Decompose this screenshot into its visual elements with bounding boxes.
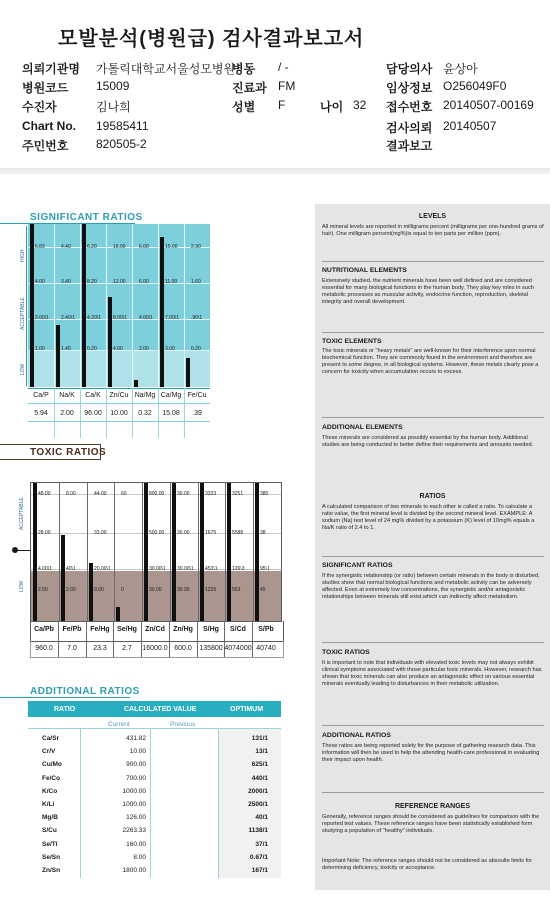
ratio-value: 23.3: [93, 645, 107, 652]
tick-label: 2.30: [191, 244, 201, 250]
ratio-label: Zn/Cu: [109, 392, 129, 399]
header-label: 의뢰기관명: [22, 62, 80, 76]
nutritional-text: Extensively studied, the nutrient minerals have been well defined and are considered essential for many biological functions in the human body. They play key roles in such metabolic processes as muscular activity, endocrine function, reproduction, skeletal integrity and overall development.: [322, 278, 534, 305]
tick-label: 28.00: [38, 530, 51, 536]
additional-ratios-text: These ratios are being reported solely for the purpose of gathering research data. This information will then be used to help the attending health-care professional in evaluating their impact upon health.: [322, 743, 540, 763]
ratio-value: 135800: [199, 645, 223, 652]
ratio-name: Fe/Co: [42, 774, 61, 782]
ratio-bar: [200, 483, 204, 621]
toxic-ratios-text: It is important to note that individuals with elevated toxic levels may not always exhibit clinical symptoms associated with those particular toxic minerals. However, research has shown that toxic minerals can also produce an antagonistic effect on various essential minerals eventually leading to disturbances in their metabolic utilization.: [322, 660, 542, 687]
table-rule: [28, 388, 210, 389]
header-value: 20140507-00169: [443, 98, 534, 112]
significant-ratios-text: If the synergistic relationship (or ratio) between certain minerals in the body is disturbed, studies show that normal biological functions and metabolic activity can be adversely affected. Even at extremely low concentrations, the synergistic and/or antagonistic relationships between minerals still exist,which can indirectly affect metabolism.: [322, 573, 540, 600]
current-value: 700.00: [126, 774, 146, 782]
info-divider: [322, 725, 544, 726]
ratio-col-header: RATIO: [54, 706, 76, 713]
column-divider: [158, 224, 159, 387]
significant-ratios-title: SIGNIFICANT RATIOS: [30, 212, 143, 223]
column-divider: [253, 483, 254, 621]
tick-label: 2.00: [38, 587, 48, 593]
ratio-value: 10.00: [110, 410, 128, 417]
tick-label: 8.00\1: [113, 315, 127, 321]
table-rule: [28, 421, 210, 422]
ratio-bar: [56, 325, 60, 387]
header-value: 15009: [96, 79, 130, 93]
table-rule: [28, 403, 210, 404]
ratio-label: Zn/Hg: [173, 626, 193, 633]
table-rule: [28, 728, 281, 729]
marker-line: [16, 550, 30, 551]
ratio-name: K/Li: [42, 801, 55, 808]
header-label: 임상정보: [386, 81, 433, 95]
tick-label: 2.00\1: [35, 315, 49, 321]
ratio-label: Na/Mg: [134, 392, 156, 399]
tick-label: 6.20: [87, 244, 97, 250]
header-label: 나이: [320, 100, 344, 114]
header-value: / -: [278, 60, 289, 74]
tick-label: 1.00: [35, 346, 45, 352]
tick-label: 1.60: [191, 279, 201, 285]
important-note-text: Important Note: The reference ranges should not be considered as absoulte limits for determining deficiency, toxicity or acceptance.: [322, 858, 533, 871]
ratio-label: S/Cd: [230, 626, 246, 633]
additional-ratios-heading: ADDITIONAL RATIOS: [322, 732, 391, 739]
ratio-value: 0.32: [138, 410, 152, 417]
optimum-value: 167/1: [251, 867, 268, 874]
levels-text: All mineral levels are reported in milligrams percent (milligrams per one-hundred grams of hair). One milligram percent(mg%)is equal to ten parts per million (ppm).: [322, 224, 544, 237]
tick-label: 40\1: [66, 566, 76, 572]
header-label: 접수번호: [386, 100, 433, 114]
ratios-heading: RATIOS: [419, 493, 446, 500]
axis-acceptable-label: ACCEPTABLE: [19, 497, 25, 530]
ratio-bar: [255, 483, 259, 621]
header-value: FM: [278, 79, 296, 93]
tick-label: 6.00: [139, 244, 149, 250]
optimum-value: 440/1: [251, 774, 268, 782]
info-divider: [322, 642, 544, 643]
ratio-bar: [186, 358, 190, 387]
low-zone: [31, 571, 281, 621]
ratio-value: 5.94: [34, 410, 48, 417]
header-label: 병원코드: [22, 81, 69, 95]
optimum-value: 2000/1: [248, 787, 268, 795]
ratio-value: .39: [192, 410, 202, 417]
current-value: 160.00: [126, 840, 146, 848]
tick-label: 38: [260, 530, 266, 536]
tick-label: 30.00\1: [177, 566, 194, 572]
ratios-text: A calculated comparison of two minerals to each other is called a ratio. To calculate a ratio value, the first mineral level is divided by the second mineral level. EXAMPLE: A sodium (Na) test level of 24 mg% divided by a potassium (K) level of 10mg% equals a Na/K ratio of 2.4 to 1.: [322, 504, 535, 531]
column-divider: [54, 224, 55, 387]
optimum-value: 40/1: [255, 814, 268, 822]
tick-label: 2.00: [66, 587, 76, 593]
ratio-bar: [227, 483, 231, 621]
tick-label: 4.20\1: [87, 315, 101, 321]
ratio-name: Zn/Sn: [42, 867, 61, 874]
current-value: 2263.33: [122, 827, 146, 835]
tick-label: 8.20: [87, 279, 97, 285]
ratio-name: Cr/V: [42, 748, 56, 756]
header-value: 김나희: [96, 100, 131, 114]
header-value: 윤상아: [443, 62, 478, 76]
reference-ranges-text: Generally, reference ranges should be considered as guidelines for comparison with the reported test values. These reference ranges have been statistically established form studying a population of "healthy" individuals.: [322, 814, 540, 834]
header-label: 담당의사: [386, 62, 433, 76]
ratio-value: 15.08: [162, 410, 180, 417]
ratio-name: K/Co: [42, 787, 58, 795]
current-value: 900.00: [126, 761, 146, 769]
tick-label: 44.00: [94, 491, 107, 497]
tick-label: 48.00: [38, 491, 51, 497]
ratio-bar: [172, 483, 176, 621]
header-label: 주민번호: [22, 139, 69, 153]
tick-label: 1675: [205, 530, 217, 536]
tick-label: 60: [121, 491, 127, 497]
current-value: 1000.00: [122, 787, 146, 795]
ratio-label: Ca/P: [33, 392, 49, 399]
optimum-col-header: OPTIMUM: [230, 706, 264, 713]
axis-rule: [26, 226, 27, 386]
ratio-label: Ca/Pb: [34, 626, 54, 633]
ratio-name: S/Cu: [42, 827, 57, 835]
tick-label: 30.00: [177, 491, 190, 497]
current-value: 126.00: [126, 814, 146, 822]
tick-label: 15.00: [165, 244, 178, 250]
ratio-bar: [82, 224, 86, 387]
header-value: 가톨릭대학교서울성모병원: [96, 62, 236, 76]
optimum-value: 0.67/1: [249, 853, 268, 861]
tick-label: 2.40\1: [61, 315, 75, 321]
optimum-value: 13/1: [255, 748, 268, 756]
ratio-bar: [89, 563, 93, 621]
column-divider: [170, 483, 171, 621]
current-value: 431.82: [126, 735, 146, 742]
toxic-ratios-title: TOXIC RATIOS: [30, 447, 107, 458]
tick-label: 4.00\1: [38, 566, 52, 572]
tick-label: 0: [121, 587, 124, 593]
tick-label: 0.00: [94, 587, 104, 593]
tick-label: 8.00: [66, 491, 76, 497]
ratio-bar: [33, 483, 37, 621]
tick-label: 3.40: [61, 279, 71, 285]
info-divider: [322, 332, 544, 333]
tick-label: 33.00: [94, 530, 107, 536]
column-divider: [114, 483, 115, 621]
tick-label: 0.20: [87, 346, 97, 352]
ratio-bar: [144, 483, 148, 621]
tick-label: 2.00: [139, 346, 149, 352]
ratio-value: 4074000: [224, 645, 252, 652]
additional-ratios-table: [28, 701, 281, 881]
current-value: 10.00: [129, 748, 146, 756]
ratio-label: Fe/Pb: [62, 626, 82, 633]
levels-heading: LEVELS: [418, 213, 447, 220]
column-divider: [80, 224, 81, 387]
toxic-ratios-chart: [30, 482, 282, 622]
ratio-label: S/Pb: [258, 626, 274, 633]
ratio-value: 40740: [256, 645, 276, 652]
tick-label: 3.00: [165, 346, 175, 352]
tick-label: 95\1: [260, 566, 270, 572]
ratio-label: Na/K: [59, 392, 75, 399]
optimum-value: 2500/1: [248, 801, 268, 808]
ratio-name: Mg/B: [42, 814, 58, 822]
page-title: 모발분석(병원급) 검사결과보고서: [58, 28, 365, 50]
tick-label: 3251: [232, 491, 244, 497]
table-col-rule: [80, 728, 81, 878]
tick-label: 30.00: [149, 587, 162, 593]
ratio-label: Zn/Cd: [145, 626, 165, 633]
info-panel: [315, 204, 550, 890]
ratio-label: Ca/K: [85, 392, 101, 399]
tick-label: 6.00: [139, 279, 149, 285]
tick-label: .90\1: [191, 315, 203, 321]
ratio-bar: [108, 297, 112, 387]
tick-label: 1225: [205, 587, 217, 593]
header-value: 32: [353, 98, 367, 112]
toxic-elements-heading: TOXIC ELEMENTS: [322, 338, 382, 345]
tick-label: 12.00: [113, 279, 126, 285]
ratio-name: Se/Tl: [42, 840, 58, 848]
table-col-rule: [218, 728, 219, 878]
ratio-bar: [61, 535, 65, 621]
tick-label: 3333: [205, 491, 217, 497]
tick-label: 6.83: [35, 244, 45, 250]
ratio-label: Fe/Cu: [187, 392, 207, 399]
info-divider: [322, 556, 544, 557]
ratio-bar: [134, 380, 138, 387]
ratio-value: 7.0: [67, 645, 77, 652]
info-divider: [322, 792, 544, 793]
current-subheader: Current: [108, 721, 130, 728]
header-label: 성별: [232, 100, 256, 114]
optimum-value: 1138/1: [248, 827, 268, 835]
header-value: O256049F0: [443, 79, 507, 93]
tick-label: 45: [260, 587, 266, 593]
previous-subheader: Previous: [170, 721, 196, 728]
ratio-value: 600.0: [174, 645, 192, 652]
tick-label: 4.00: [35, 279, 45, 285]
column-divider: [87, 483, 88, 621]
axis-low-label: LOW: [19, 580, 25, 592]
additional-ratios-title: ADDITIONAL RATIOS: [30, 686, 140, 697]
ratio-name: Cu/Mo: [42, 761, 62, 769]
header-value: 20140507: [443, 119, 497, 133]
additional-title-rule: [0, 697, 130, 698]
column-divider: [59, 483, 60, 621]
tick-label: 1.40: [61, 346, 71, 352]
additional-table-header: [28, 701, 281, 717]
header-label: 진료과: [232, 81, 267, 95]
optimum-value: 625/1: [251, 761, 268, 769]
tick-label: 7.00\1: [165, 315, 179, 321]
column-divider: [225, 483, 226, 621]
header-value: 820505-2: [96, 137, 147, 151]
header-label: 수진자: [22, 100, 57, 114]
header-value: 19585411: [96, 119, 149, 133]
tick-label: 4.00\1: [139, 315, 153, 321]
ratio-value: 960.0: [35, 645, 53, 652]
calc-col-header: CALCULATED VALUE: [124, 706, 197, 713]
tick-label: 30.00\1: [149, 566, 166, 572]
current-value: 1000.00: [122, 801, 146, 808]
ratio-bar: [160, 237, 164, 387]
ratio-value: 96.00: [84, 410, 102, 417]
tick-label: 5588: [232, 530, 244, 536]
ratio-bar: [30, 224, 34, 387]
header-label: Chart No.: [22, 119, 76, 133]
significant-ratios-chart: [28, 224, 210, 387]
axis-low-label: LOW: [20, 363, 26, 375]
info-divider: [322, 417, 544, 418]
tick-label: 20.00\1: [94, 566, 111, 572]
tick-label: 30.00: [177, 587, 190, 593]
column-divider: [106, 224, 107, 387]
ratio-label: Ca/Mg: [160, 392, 182, 399]
current-value: 8.00: [133, 853, 146, 861]
ratio-value: 2.7: [122, 645, 132, 652]
axis-high-label: HIGH: [20, 249, 26, 262]
tick-label: 4.40: [61, 244, 71, 250]
ratio-label: S/Hg: [203, 626, 219, 633]
column-divider: [184, 224, 185, 387]
header-label: 결과보고: [386, 139, 433, 153]
ratio-label: Se/Hg: [117, 626, 137, 633]
column-divider: [198, 483, 199, 621]
tick-label: 563: [232, 587, 241, 593]
info-divider: [322, 261, 544, 262]
ratio-label: Fe/Hg: [90, 626, 110, 633]
column-divider: [142, 483, 143, 621]
header-value: F: [278, 98, 286, 112]
toxic-elements-text: The toxic minerals or "heavy metals" are well-known for their interference upon normal biochemical function. They are commonly found in the environment and therefore are present to some degree, in all biological systems. However, these metals clearly pose a concern for toxicity when accumulation occurs to excess.: [322, 348, 539, 375]
axis-acceptable-label: ACCEPTABLE: [20, 297, 26, 330]
nutritional-heading: NUTRITIONAL ELEMENTS: [322, 267, 407, 274]
additional-elements-heading: ADDITIONAL ELEMENTS: [322, 424, 403, 431]
optimum-value: 131/1: [251, 735, 268, 742]
reference-ranges-heading: REFERENCE RANGES: [394, 803, 471, 810]
ratio-name: Se/Sn: [42, 853, 61, 861]
tick-label: 500.00: [149, 530, 165, 536]
toxic-ratios-heading: TOXIC RATIOS: [322, 649, 370, 656]
optimum-value: 37/1: [255, 840, 268, 848]
tick-label: 453\1: [205, 566, 218, 572]
column-divider: [132, 224, 133, 387]
ratio-bar: [116, 607, 120, 621]
tick-label: 380: [260, 491, 269, 497]
ratio-value: 2.00: [60, 410, 74, 417]
ratio-name: Ca/Sr: [42, 735, 59, 742]
current-value: 1800.00: [122, 867, 146, 874]
tick-label: 4.00: [113, 346, 123, 352]
tick-label: 800.00: [149, 491, 165, 497]
tick-label: 0.20: [191, 346, 201, 352]
ratio-value: 16000.0: [142, 645, 168, 652]
tick-label: 126\3: [232, 566, 245, 572]
tick-label: 11.00: [165, 279, 178, 285]
header-label: 검사의뢰: [386, 121, 433, 135]
table-col-rule: [150, 728, 151, 878]
tick-label: 30.00: [177, 530, 190, 536]
header-label: 병동: [232, 62, 256, 76]
tick-label: 16.00: [113, 244, 126, 250]
additional-elements-text: These minerals are considered as possibly essential by the human body. Additional studies are being conducted to better define their requirements and amounts needed.: [322, 435, 534, 448]
section-divider: [0, 168, 550, 174]
significant-ratios-heading: SIGNIFICANT RATIOS: [322, 562, 393, 569]
